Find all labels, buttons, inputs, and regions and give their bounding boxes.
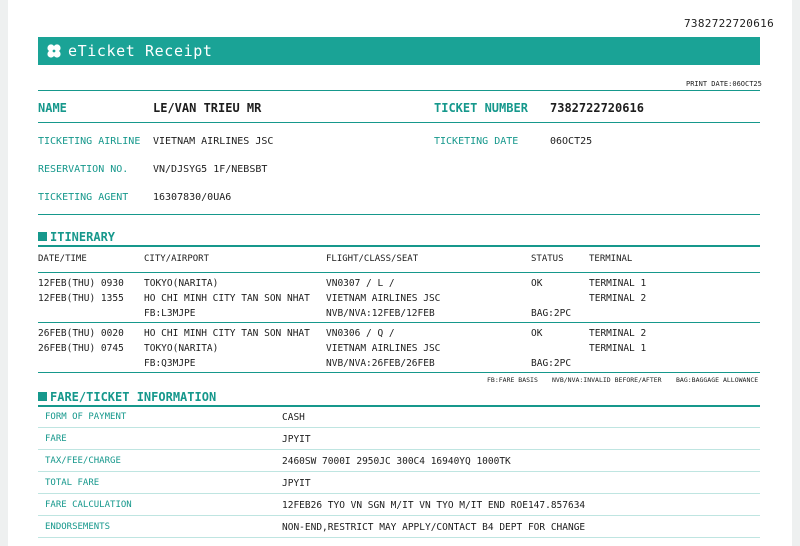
- departure-city: HO CHI MINH CITY TAN SON NHAT: [144, 328, 310, 339]
- fare-row-label: TAX/FEE/CHARGE: [45, 456, 121, 466]
- ticket-number-label: TICKET NUMBER: [434, 101, 528, 115]
- segment-divider: [38, 322, 760, 323]
- header-divider: [38, 90, 760, 91]
- departure-time: 12FEB(THU) 0930: [38, 278, 124, 289]
- header-status: STATUS: [531, 254, 564, 264]
- fare-row-label: FARE: [45, 434, 67, 444]
- status: OK: [531, 328, 543, 339]
- name-divider: [38, 122, 760, 123]
- fare-row-total: [38, 472, 760, 494]
- ticketing-agent: 16307830/0UA6: [153, 192, 232, 203]
- print-date: PRINT DATE:06OCT25: [686, 80, 762, 88]
- ticket-number: 7382722720616: [550, 101, 644, 115]
- flight-class-seat: VN0306 / Q /: [326, 328, 395, 339]
- fare-row-value: JPYIT: [282, 478, 311, 489]
- fare-row-fare: [38, 428, 760, 450]
- fare-row-endorsements: [38, 516, 760, 538]
- carrier: VIETNAM AIRLINES JSC: [326, 293, 441, 304]
- eticket-page: [8, 0, 792, 546]
- terminal-departure: TERMINAL 2: [589, 328, 647, 339]
- fare-row-value: 2460SW 7000I 2950JC 300C4 16940YQ 1000TK: [282, 456, 511, 467]
- departure-time: 26FEB(THU) 0020: [38, 328, 124, 339]
- fare-row-label: FORM OF PAYMENT: [45, 412, 127, 422]
- fare-basis: FB:L3MJPE: [144, 308, 196, 319]
- header-datetime: DATE/TIME: [38, 254, 87, 264]
- title-banner: [38, 37, 760, 65]
- arrival-city: TOKYO(NARITA): [144, 343, 219, 354]
- row-divider: [38, 537, 760, 538]
- top-ticket-number: 7382722720616: [684, 17, 774, 30]
- fare-heading: [38, 390, 216, 404]
- fare-row-value: JPYIT: [282, 434, 311, 445]
- fare-row-value: 12FEB26 TYO VN SGN M/IT VN TYO M/IT END ROE147.857634: [282, 500, 586, 511]
- ticketing-airline: VIETNAM AIRLINES JSC: [153, 136, 274, 147]
- document-title: eTicket Receipt: [68, 42, 213, 60]
- departure-city: TOKYO(NARITA): [144, 278, 219, 289]
- ticketing-date: 06OCT25: [550, 136, 593, 147]
- passenger-name: LE/VAN TRIEU MR: [153, 101, 262, 115]
- ticketing-date-label: TICKETING DATE: [434, 136, 519, 147]
- section-square-icon: [38, 392, 47, 401]
- validity: NVB/NVA:26FEB/26FEB: [326, 358, 435, 369]
- clover-logo-icon: [46, 43, 62, 59]
- terminal-arrival: TERMINAL 1: [589, 343, 647, 354]
- fare-row-value: NON-END,RESTRICT MAY APPLY/CONTACT B4 DEPT FOR CHANGE: [282, 522, 586, 533]
- name-label: NAME: [38, 101, 67, 115]
- fare-title: FARE/TICKET INFORMATION: [50, 390, 217, 404]
- carrier: VIETNAM AIRLINES JSC: [326, 343, 441, 354]
- fare-row-label: TOTAL FARE: [45, 478, 100, 488]
- ticketing-agent-label: TICKETING AGENT: [38, 192, 129, 203]
- note-fare-basis: FB:FARE BASIS: [487, 376, 538, 384]
- info-divider: [38, 214, 760, 215]
- section-square-icon: [38, 232, 47, 241]
- terminal-arrival: TERMINAL 2: [589, 293, 647, 304]
- fare-row-value: CASH: [282, 412, 305, 423]
- itinerary-title: ITINERARY: [50, 230, 116, 244]
- fare-row-tax: [38, 450, 760, 472]
- itinerary-divider: [38, 245, 760, 247]
- itinerary-bottom-divider: [38, 372, 760, 373]
- reservation-number: VN/DJSYG5 1F/NEBSBT: [153, 164, 268, 175]
- header-flight: FLIGHT/CLASS/SEAT: [326, 254, 419, 264]
- arrival-time: 26FEB(THU) 0745: [38, 343, 124, 354]
- fare-row-calculation: [38, 494, 760, 516]
- baggage: BAG:2PC: [531, 358, 572, 369]
- validity: NVB/NVA:12FEB/12FEB: [326, 308, 435, 319]
- status: OK: [531, 278, 543, 289]
- ticketing-airline-label: TICKETING AIRLINE: [38, 136, 141, 147]
- fare-row-payment: [38, 406, 760, 428]
- terminal-departure: TERMINAL 1: [589, 278, 647, 289]
- arrival-time: 12FEB(THU) 1355: [38, 293, 124, 304]
- fare-row-label: FARE CALCULATION: [45, 500, 132, 510]
- header-terminal: TERMINAL: [589, 254, 633, 264]
- flight-class-seat: VN0307 / L /: [326, 278, 395, 289]
- fare-basis: FB:Q3MJPE: [144, 358, 196, 369]
- baggage: BAG:2PC: [531, 308, 572, 319]
- reservation-label: RESERVATION NO.: [38, 164, 129, 175]
- arrival-city: HO CHI MINH CITY TAN SON NHAT: [144, 293, 310, 304]
- note-baggage: BAG:BAGGAGE ALLOWANCE: [676, 376, 759, 384]
- itinerary-heading: [38, 230, 115, 244]
- header-city: CITY/AIRPORT: [144, 254, 210, 264]
- fare-row-label: ENDORSEMENTS: [45, 522, 111, 532]
- itinerary-header-divider: [38, 272, 760, 273]
- note-validity: NVB/NVA:INVALID BEFORE/AFTER: [552, 376, 662, 384]
